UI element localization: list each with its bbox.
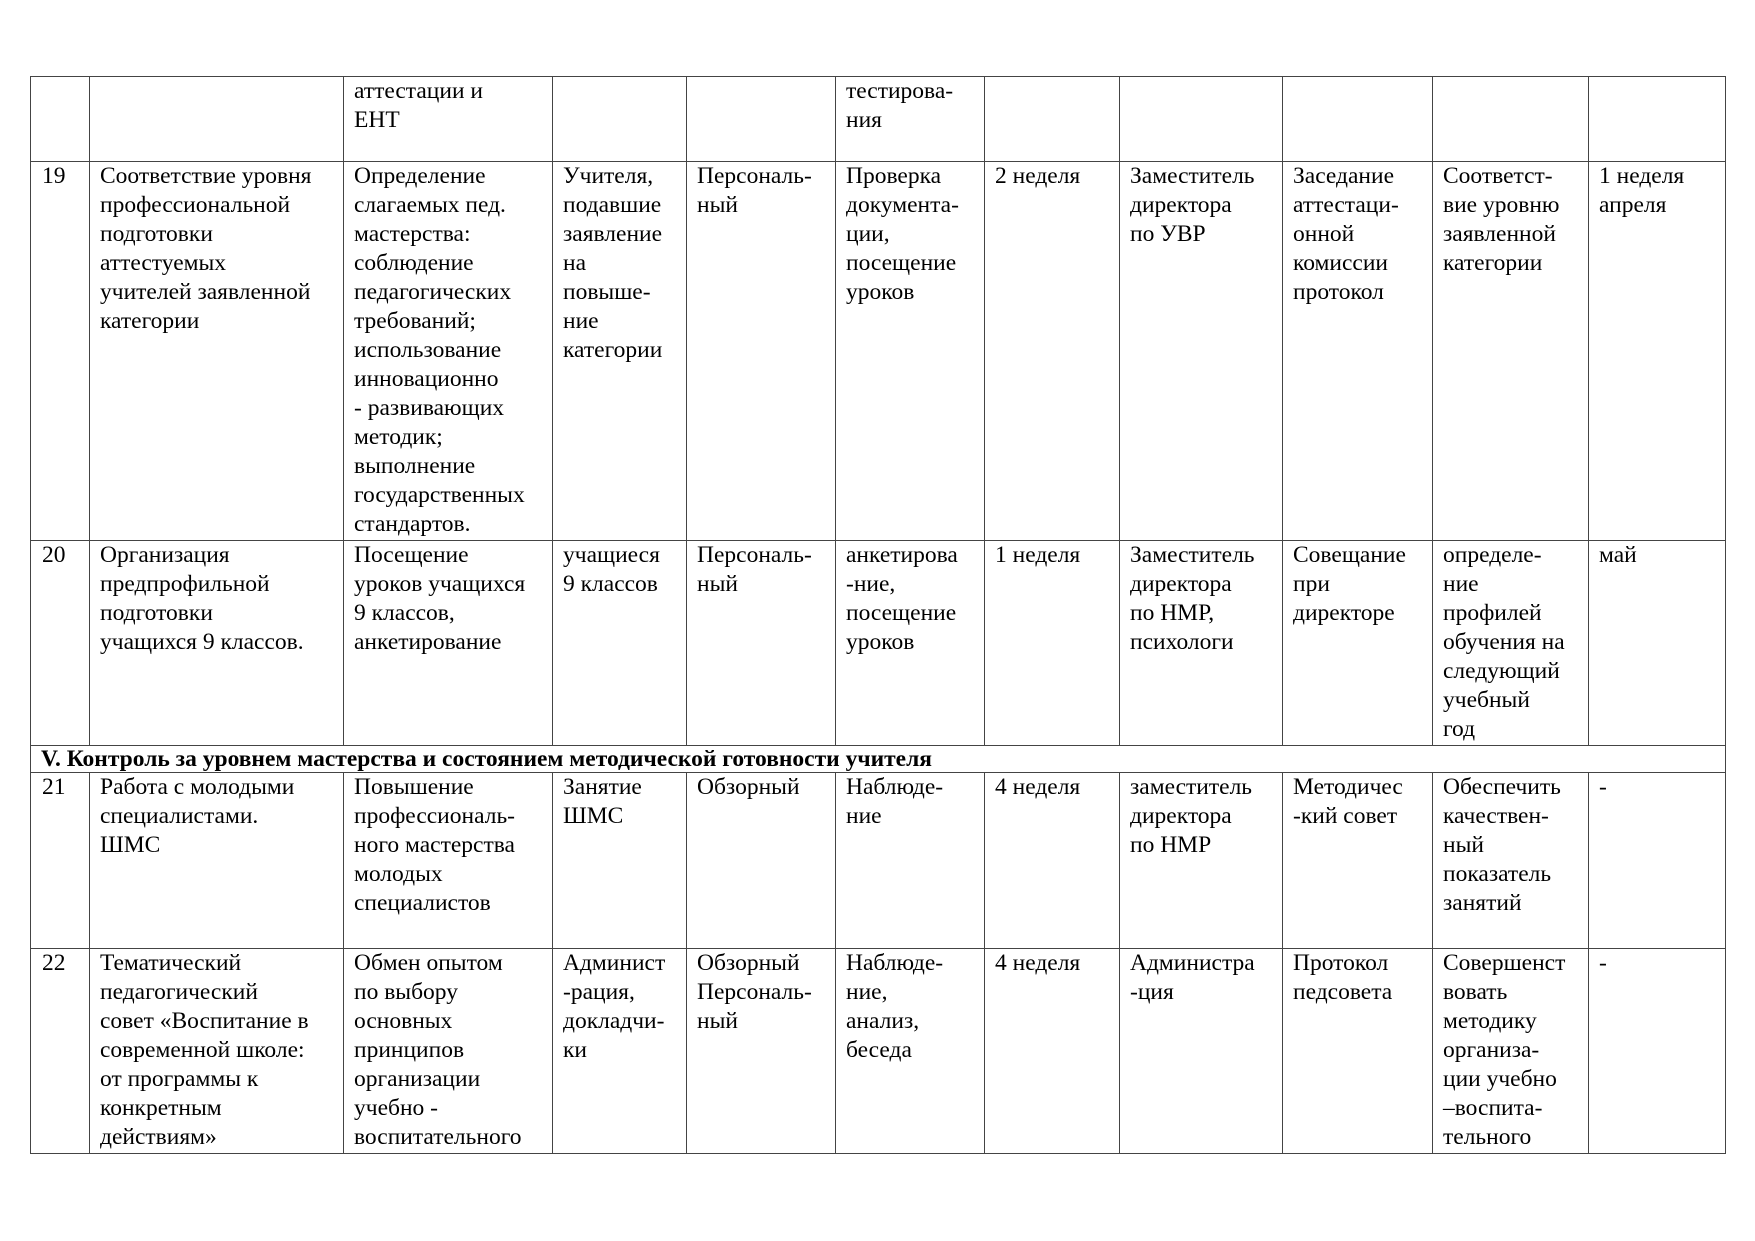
table-row-21 <box>31 773 1726 949</box>
cell-result: Соответст- вие уровню заявленной категории <box>1433 162 1589 541</box>
cell-responsible: Заместитель директора по УВР <box>1120 162 1283 541</box>
cell-secondary-control: - <box>1589 949 1726 1154</box>
cell-responsible: заместитель директора по НМР <box>1120 773 1283 949</box>
cell-result: Обеспечить качествен- ный показатель занятий <box>1433 773 1589 949</box>
row-number: 21 <box>31 773 90 949</box>
cell-secondary-control: май <box>1589 541 1726 746</box>
cell-control-method: анкетирова -ние, посещение уроков <box>836 541 985 746</box>
cell-control-method: Проверка документа- ции, посещение уроков <box>836 162 985 541</box>
cell-responsible: Администра -ция <box>1120 949 1283 1154</box>
cell-control-subject: Занятие ШМС <box>553 773 687 949</box>
cell-summary-place: Протокол педсовета <box>1283 949 1433 1154</box>
cell-control-type: Персональ- ный <box>687 541 836 746</box>
cell-control-subject: Админист -рация, докладчи- ки <box>553 949 687 1154</box>
cell-control-goal: Определение слагаемых пед. мастерства: соблюдение педагогических требований; использование инновационно - развивающих методик; выполнение государственных стандартов. <box>344 162 553 541</box>
cell-result: определе- ние профилей обучения на следующий учебный год <box>1433 541 1589 746</box>
section-row <box>31 746 1726 773</box>
cell-control-subject: Учителя, подавшие заявление на повыше- ние категории <box>553 162 687 541</box>
cell-control-type: Обзорный <box>687 773 836 949</box>
cell-control-method: Наблюде- ние <box>836 773 985 949</box>
table-row-continuation <box>31 77 1726 162</box>
cell-control-goal: аттестации и ЕНТ <box>344 77 553 162</box>
cell-control-subject: учащиеся 9 классов <box>553 541 687 746</box>
cell-summary-place: Методичес -кий совет <box>1283 773 1433 949</box>
cell-control-goal: Посещение уроков учащихся 9 классов, анкетирование <box>344 541 553 746</box>
cell-control-object: Соответствие уровня профессиональной подготовки аттестуемых учителей заявленной категории <box>90 162 344 541</box>
cell-control-object <box>90 77 344 162</box>
cell-control-goal: Обмен опытом по выбору основных принципов организации учебно - воспитательного <box>344 949 553 1154</box>
cell-control-object: Организация предпрофильной подготовки учащихся 9 классов. <box>90 541 344 746</box>
cell-result <box>1433 77 1589 162</box>
cell-timing <box>985 77 1120 162</box>
cell-timing: 1 неделя <box>985 541 1120 746</box>
cell-timing: 4 неделя <box>985 773 1120 949</box>
cell-control-type <box>687 77 836 162</box>
section-heading: V. Контроль за уровнем мастерства и состоянием методической готовности учителя <box>31 746 1726 773</box>
cell-control-object: Тематический педагогический совет «Воспитание в современной школе: от программы к конкретным действиям» <box>90 949 344 1154</box>
cell-timing: 4 неделя <box>985 949 1120 1154</box>
cell-summary-place: Заседание аттестаци- онной комиссии протокол <box>1283 162 1433 541</box>
row-number: 20 <box>31 541 90 746</box>
cell-secondary-control: - <box>1589 773 1726 949</box>
cell-control-method: тестирова- ния <box>836 77 985 162</box>
cell-control-object: Работа с молодыми специалистами. ШМС <box>90 773 344 949</box>
cell-control-goal: Повышение профессиональ- ного мастерства молодых специалистов <box>344 773 553 949</box>
cell-responsible <box>1120 77 1283 162</box>
cell-control-type: Персональ- ный <box>687 162 836 541</box>
row-number: 19 <box>31 162 90 541</box>
cell-control-type: Обзорный Персональ- ный <box>687 949 836 1154</box>
cell-summary-place <box>1283 77 1433 162</box>
cell-timing: 2 неделя <box>985 162 1120 541</box>
cell-secondary-control <box>1589 77 1726 162</box>
table-row-19 <box>31 162 1726 541</box>
cell-responsible: Заместитель директора по НМР, психологи <box>1120 541 1283 746</box>
table-row-22 <box>31 949 1726 1154</box>
cell-result: Совершенст вовать методику организа- ции учебно –воспита- тельного <box>1433 949 1589 1154</box>
row-number <box>31 77 90 162</box>
cell-summary-place: Совещание при директоре <box>1283 541 1433 746</box>
control-plan-table <box>30 76 1726 1154</box>
cell-control-subject <box>553 77 687 162</box>
cell-control-method: Наблюде- ние, анализ, беседа <box>836 949 985 1154</box>
table-row-20 <box>31 541 1726 746</box>
row-number: 22 <box>31 949 90 1154</box>
cell-secondary-control: 1 неделя апреля <box>1589 162 1726 541</box>
